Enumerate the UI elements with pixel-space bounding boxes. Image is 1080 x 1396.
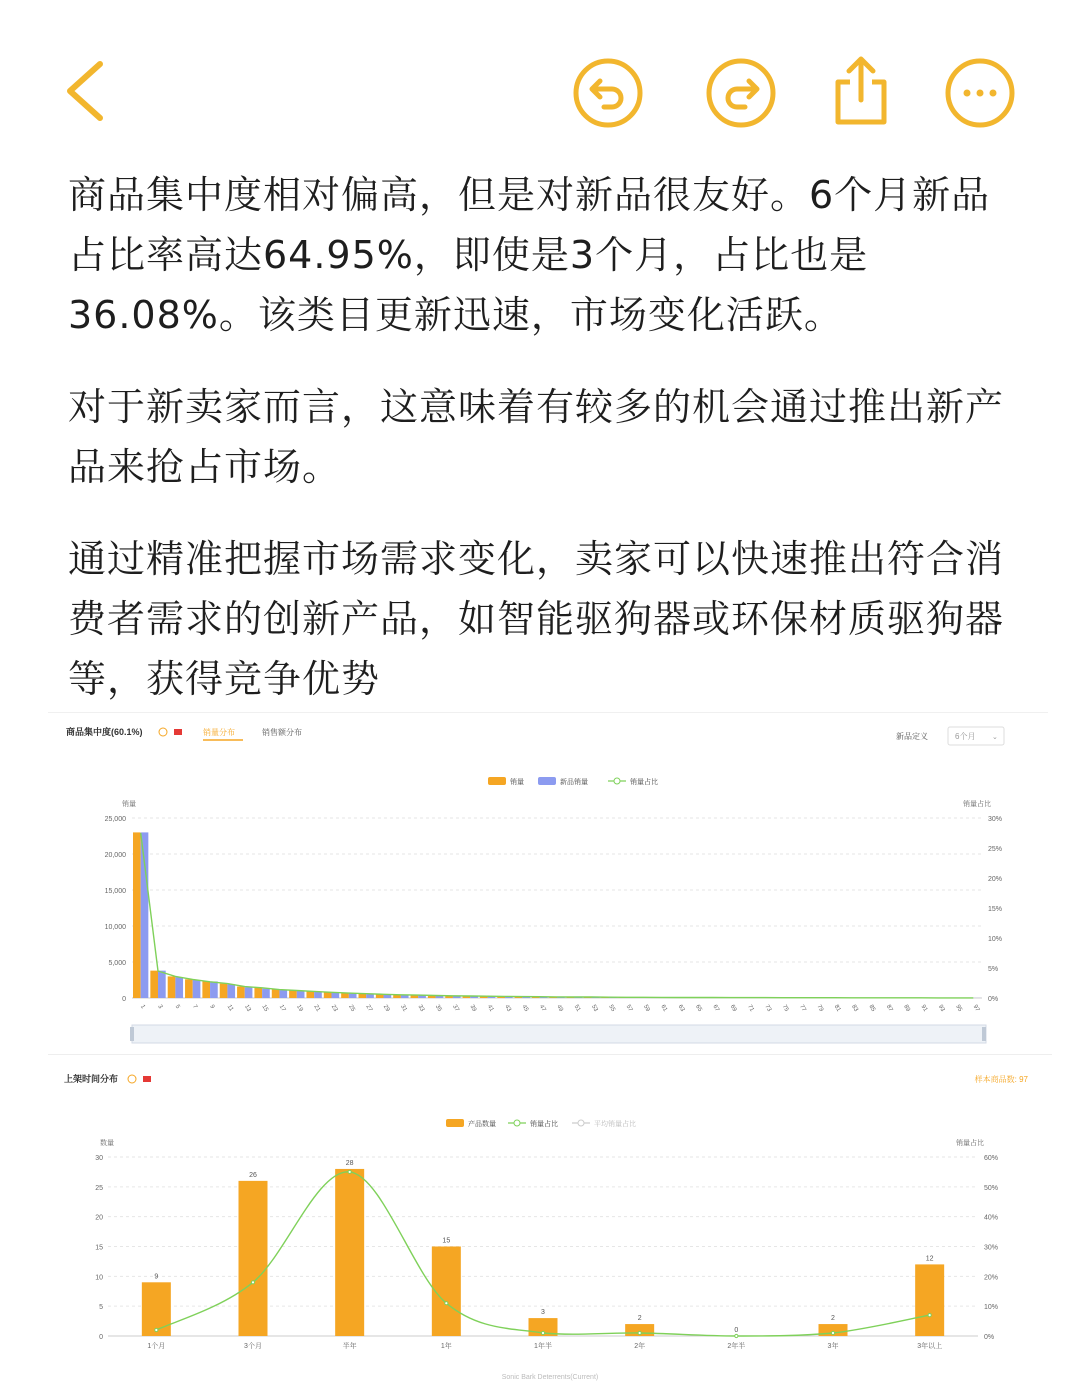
x-tick-label: 1个月 (147, 1341, 165, 1350)
x-tick-label: 61 (659, 1004, 668, 1013)
bar-new-sales[interactable] (227, 984, 235, 998)
data-label: 9 (154, 1273, 158, 1280)
x-tick-label: 31 (399, 1004, 408, 1013)
x-tick-label: 21 (312, 1004, 321, 1013)
data-label: 28 (346, 1160, 354, 1167)
x-tick-label: 3年 (828, 1341, 839, 1350)
line-point[interactable] (251, 1281, 254, 1284)
help-icon[interactable] (128, 1075, 136, 1083)
y-tick-label: 20 (95, 1215, 103, 1222)
x-tick-label: 85 (868, 1004, 877, 1013)
slider-handle-left[interactable] (130, 1027, 134, 1041)
y2-tick-label: 5% (988, 966, 998, 973)
bar-new-sales[interactable] (245, 987, 253, 998)
concentration-chart (48, 713, 1048, 1049)
filter-label: 新品定义 (896, 731, 928, 741)
bar-sales[interactable] (254, 988, 262, 998)
legend-swatch (446, 1119, 464, 1127)
undo-icon[interactable] (572, 57, 644, 129)
y2-tick-label: 60% (984, 1155, 998, 1162)
x-tick-label: 51 (573, 1004, 582, 1013)
y-tick-label: 15,000 (105, 888, 127, 895)
bar-sales[interactable] (133, 832, 141, 998)
y2-tick-label: 25% (988, 846, 1002, 853)
y-tick-label: 5 (99, 1304, 103, 1311)
back-icon[interactable] (62, 58, 112, 124)
line-point[interactable] (735, 1334, 738, 1337)
data-label: 2 (831, 1315, 835, 1322)
more-icon[interactable] (944, 57, 1016, 129)
bar-new-sales[interactable] (279, 990, 287, 998)
y2-tick-label: 10% (984, 1304, 998, 1311)
y2-tick-label: 40% (984, 1215, 998, 1222)
bar-new-sales[interactable] (141, 832, 149, 998)
y-tick-label: 0 (122, 996, 126, 1003)
line-point[interactable] (928, 1314, 931, 1317)
line-point[interactable] (155, 1328, 158, 1331)
line-point[interactable] (638, 1331, 641, 1334)
legend-label[interactable]: 销量占比 (630, 777, 658, 786)
data-label: 0 (734, 1327, 738, 1334)
y2-tick-label: 0% (988, 996, 998, 1003)
bar-sales[interactable] (324, 992, 332, 998)
data-label: 15 (442, 1238, 450, 1245)
x-tick-label: 55 (607, 1004, 616, 1013)
tab-sales-volume[interactable]: 销量分布 (203, 727, 235, 737)
slider-handle-right[interactable] (982, 1027, 986, 1041)
legend-label[interactable]: 销量占比 (530, 1119, 558, 1128)
bar-product-count[interactable] (915, 1264, 944, 1336)
y2-tick-label: 0% (984, 1334, 994, 1341)
legend-marker (514, 1120, 520, 1126)
x-tick-label: 95 (954, 1004, 963, 1013)
paragraph: 通过精准把握市场需求变化，卖家可以快速推出符合消费者需求的创新产品，如智能驱狗器或环保材质驱狗器等，获得竞争优势 (68, 529, 1028, 709)
bar-product-count[interactable] (432, 1247, 461, 1337)
legend-marker (614, 778, 620, 784)
x-tick-label: 69 (729, 1004, 738, 1013)
y2-tick-label: 15% (988, 906, 1002, 913)
x-ticks (139, 1004, 981, 1013)
bar-sales[interactable] (272, 989, 280, 998)
x-tick-label: 67 (711, 1004, 720, 1013)
select-value: 6个月 (955, 731, 975, 741)
x-tick-label: 35 (434, 1004, 443, 1013)
share-icon[interactable] (832, 54, 890, 126)
y-tick-label: 25 (95, 1185, 103, 1192)
y-tick-label: 15 (95, 1245, 103, 1252)
sample-count: 样本商品数: 97 (975, 1074, 1029, 1084)
x-tick-label: 53 (590, 1004, 599, 1013)
x-tick-label: 83 (850, 1004, 859, 1013)
panel-title: 上架时间分布 (64, 1073, 118, 1084)
x-tick-label: 57 (625, 1004, 634, 1013)
y2-tick-label: 20% (984, 1274, 998, 1281)
bar-sales[interactable] (202, 981, 210, 998)
x-tick-label: 45 (521, 1004, 530, 1013)
video-icon[interactable] (174, 729, 182, 735)
y2-tick-label: 10% (988, 936, 1002, 943)
y-axis-title: 数量 (100, 1138, 114, 1147)
x-tick-label: 41 (486, 1004, 495, 1013)
bar-new-sales[interactable] (349, 994, 357, 998)
x-tick-label: 71 (746, 1004, 755, 1013)
x-tick-label: 1 (139, 1004, 146, 1010)
legend-label[interactable]: 销量 (510, 777, 524, 786)
chart-footer: Sonic Bark Deterrents(Current) (502, 1374, 598, 1381)
x-tick-label: 89 (902, 1004, 911, 1013)
grid (95, 1155, 998, 1341)
x-tick-label: 3个月 (244, 1341, 262, 1350)
x-tick-label: 47 (538, 1004, 547, 1013)
chevron-down-icon: ⌄ (992, 734, 998, 741)
y-tick-label: 10 (95, 1274, 103, 1281)
share-line (141, 833, 974, 998)
x-tick-label: 81 (833, 1004, 842, 1013)
y-axis-title: 销量 (122, 799, 136, 808)
bar-sales[interactable] (168, 976, 176, 998)
x-tick-label: 77 (798, 1004, 807, 1013)
x-tick-label: 19 (295, 1004, 304, 1013)
y-tick-label: 30 (95, 1155, 103, 1162)
bar-new-sales[interactable] (297, 991, 305, 998)
x-tick-label: 49 (555, 1004, 564, 1013)
panel-title: 商品集中度(60.1%) (66, 726, 143, 737)
legend (446, 1119, 636, 1128)
bar-sales[interactable] (237, 986, 245, 998)
listing-time-panel (48, 1054, 1052, 1392)
x-tick-label: 3年以上 (917, 1341, 942, 1350)
legend-swatch (488, 777, 506, 785)
x-tick-label: 75 (781, 1004, 790, 1013)
x-tick-label: 13 (243, 1004, 252, 1013)
paragraph: 对于新卖家而言，这意味着有较多的机会通过推出新产品来抢占市场。 (68, 377, 1028, 497)
data-label: 26 (249, 1172, 257, 1179)
line-share (141, 833, 974, 998)
x-tick-label: 半年 (343, 1341, 357, 1350)
x-tick-label: 97 (972, 1004, 981, 1013)
bar-new-sales[interactable] (175, 977, 183, 998)
x-tick-label: 29 (382, 1004, 391, 1013)
x-tick-label: 17 (278, 1004, 287, 1013)
grid (105, 816, 1002, 1003)
x-tick-label: 73 (763, 1004, 772, 1013)
bar-sales[interactable] (220, 984, 228, 998)
bar-new-sales[interactable] (210, 981, 218, 998)
x-tick-label: 87 (885, 1004, 894, 1013)
x-tick-label: 37 (451, 1004, 460, 1013)
help-icon[interactable] (159, 728, 167, 736)
bar-new-sales[interactable] (158, 971, 166, 998)
data-label: 2 (638, 1315, 642, 1322)
legend-label[interactable]: 新品销量 (560, 777, 588, 786)
x-tick-label: 5 (174, 1004, 181, 1010)
x-tick-label: 23 (330, 1004, 339, 1013)
line-point[interactable] (831, 1331, 834, 1334)
legend-swatch (538, 777, 556, 785)
line-point[interactable] (348, 1170, 351, 1173)
x-tick-label: 39 (469, 1004, 478, 1013)
x-tick-label: 3 (156, 1004, 163, 1010)
concentration-panel (48, 712, 1048, 1049)
legend (488, 777, 658, 786)
bar-sales[interactable] (150, 971, 158, 998)
x-tick-label: 7 (191, 1004, 198, 1010)
y-tick-label: 25,000 (105, 816, 127, 823)
y2-axis-title: 销量占比 (963, 799, 991, 808)
x-tick-label: 63 (677, 1004, 686, 1013)
redo-icon[interactable] (705, 57, 777, 129)
y-tick-label: 20,000 (105, 852, 127, 859)
bar-new-sales[interactable] (331, 993, 339, 998)
x-tick-label: 93 (937, 1004, 946, 1013)
y-tick-label: 5,000 (108, 960, 126, 967)
data-label: 12 (926, 1255, 934, 1262)
bar-new-sales[interactable] (193, 980, 201, 998)
x-tick-label: 65 (694, 1004, 703, 1013)
bar-product-count[interactable] (239, 1181, 268, 1336)
data-label: 3 (541, 1309, 545, 1316)
bar-new-sales[interactable] (366, 994, 374, 998)
legend-marker (578, 1120, 584, 1126)
y2-tick-label: 50% (984, 1185, 998, 1192)
x-tick-label: 1年半 (534, 1341, 552, 1350)
legend-label[interactable]: 平均销量占比 (594, 1119, 636, 1128)
tab-sales-amount[interactable]: 销售额分布 (262, 727, 302, 737)
x-tick-label: 15 (260, 1004, 269, 1013)
y2-tick-label: 20% (988, 876, 1002, 883)
y2-tick-label: 30% (984, 1245, 998, 1252)
legend-label[interactable]: 产品数量 (468, 1119, 496, 1128)
x-tick-label: 43 (503, 1004, 512, 1013)
zoom-slider[interactable] (132, 1025, 986, 1043)
bars (133, 832, 981, 998)
x-tick-label: 27 (364, 1004, 373, 1013)
article-body (68, 165, 1028, 741)
toolbar (0, 0, 1080, 170)
bar-new-sales[interactable] (262, 989, 270, 998)
video-icon[interactable] (143, 1076, 151, 1082)
y2-axis-title: 销量占比 (956, 1138, 984, 1147)
x-ticks (147, 1341, 942, 1350)
line-point[interactable] (445, 1302, 448, 1305)
x-tick-label: 91 (920, 1004, 929, 1013)
bar-sales[interactable] (185, 979, 193, 998)
y2-tick-label: 30% (988, 816, 1002, 823)
x-tick-label: 2年半 (727, 1341, 745, 1350)
bar-product-count[interactable] (335, 1169, 364, 1336)
x-tick-label: 25 (347, 1004, 356, 1013)
y-tick-label: 10,000 (105, 924, 127, 931)
y-tick-label: 0 (99, 1334, 103, 1341)
listing-time-chart (48, 1055, 1052, 1392)
x-tick-label: 9 (208, 1004, 215, 1010)
paragraph: 商品集中度相对偏高，但是对新品很友好。6个月新品占比率高达64.95%，即使是3个月，占比也是36.08%。该类目更新迅速，市场变化活跃。 (68, 165, 1028, 345)
x-tick-label: 1年 (441, 1341, 452, 1350)
x-tick-label: 33 (416, 1004, 425, 1013)
x-tick-label: 2年 (634, 1341, 645, 1350)
line-point[interactable] (541, 1331, 544, 1334)
x-tick-label: 59 (642, 1004, 651, 1013)
bar-new-sales[interactable] (314, 992, 322, 998)
bar-sales[interactable] (341, 993, 349, 998)
x-tick-label: 79 (815, 1004, 824, 1013)
x-tick-label: 11 (226, 1004, 235, 1013)
bar-sales[interactable] (289, 990, 297, 998)
bar-sales[interactable] (306, 992, 314, 998)
